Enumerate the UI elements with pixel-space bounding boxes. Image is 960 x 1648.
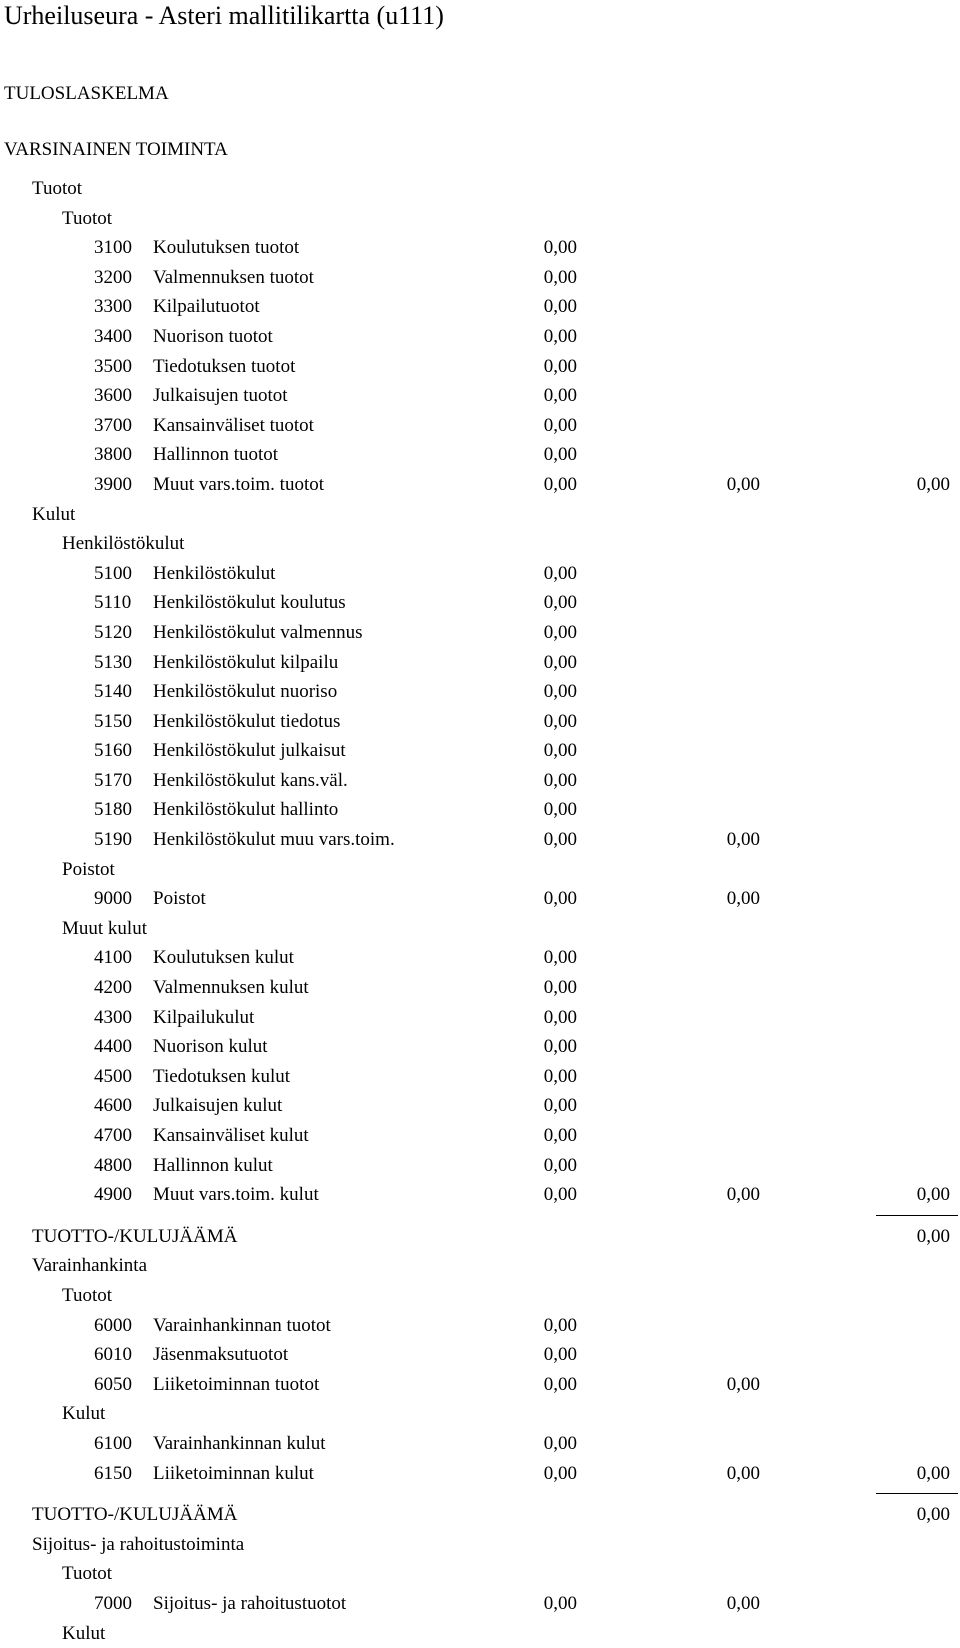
account-amount: 0,00 bbox=[544, 1062, 577, 1092]
account-name: Valmennuksen tuotot bbox=[153, 263, 314, 293]
account-code: 6010 bbox=[94, 1340, 132, 1370]
account-amount: 0,00 bbox=[544, 943, 577, 973]
account-row bbox=[0, 1459, 960, 1489]
account-row bbox=[0, 292, 960, 322]
account-name: Liiketoiminnan tuotot bbox=[153, 1370, 319, 1400]
section-spacer bbox=[0, 1210, 960, 1222]
account-amount: 0,00 bbox=[544, 440, 577, 470]
group-heading: Tuotot bbox=[32, 174, 82, 204]
account-row bbox=[0, 648, 960, 678]
account-amount: 0,00 bbox=[544, 381, 577, 411]
subgroup-heading: Muut kulut bbox=[62, 914, 147, 944]
account-row bbox=[0, 943, 960, 973]
account-name: Henkilöstökulut koulutus bbox=[153, 588, 346, 618]
account-code: 5140 bbox=[94, 677, 132, 707]
account-name: Henkilöstökulut tiedotus bbox=[153, 707, 340, 737]
subgroup-heading: Kulut bbox=[62, 1619, 105, 1648]
account-code: 4800 bbox=[94, 1151, 132, 1181]
account-code: 9000 bbox=[94, 884, 132, 914]
group-heading: Sijoitus- ja rahoitustoiminta bbox=[32, 1530, 244, 1560]
account-row bbox=[0, 381, 960, 411]
account-code: 5150 bbox=[94, 707, 132, 737]
group-heading-row bbox=[0, 1222, 960, 1252]
account-code: 7000 bbox=[94, 1589, 132, 1619]
report-heading: TULOSLASKELMA bbox=[4, 82, 169, 106]
subgroup-heading-row bbox=[0, 1559, 960, 1589]
account-code: 4300 bbox=[94, 1003, 132, 1033]
subgroup-heading-row bbox=[0, 855, 960, 885]
account-row bbox=[0, 352, 960, 382]
subtotal-amount: 0,00 bbox=[727, 1589, 760, 1619]
subgroup-heading: Tuotot bbox=[62, 204, 112, 234]
account-row bbox=[0, 736, 960, 766]
account-row bbox=[0, 1151, 960, 1181]
group-heading: TUOTTO-/KULUJÄÄMÄ bbox=[32, 1222, 237, 1252]
group-heading: TUOTTO-/KULUJÄÄMÄ bbox=[32, 1500, 237, 1530]
account-name: Henkilöstökulut kans.väl. bbox=[153, 766, 348, 796]
subgroup-heading-row bbox=[0, 529, 960, 559]
account-code: 4500 bbox=[94, 1062, 132, 1092]
account-row bbox=[0, 825, 960, 855]
account-row bbox=[0, 1340, 960, 1370]
report-title: Urheiluseura - Asteri mallitilikartta (u111) bbox=[4, 0, 444, 32]
account-amount: 0,00 bbox=[544, 1180, 577, 1210]
account-amount: 0,00 bbox=[544, 559, 577, 589]
account-code: 5160 bbox=[94, 736, 132, 766]
total-amount: 0,00 bbox=[917, 1500, 950, 1530]
subgroup-heading: Tuotot bbox=[62, 1281, 112, 1311]
account-name: Koulutuksen tuotot bbox=[153, 233, 299, 263]
account-amount: 0,00 bbox=[544, 1311, 577, 1341]
subtotal-amount: 0,00 bbox=[727, 825, 760, 855]
account-row bbox=[0, 1589, 960, 1619]
account-code: 6000 bbox=[94, 1311, 132, 1341]
account-name: Varainhankinnan tuotot bbox=[153, 1311, 331, 1341]
account-code: 5110 bbox=[94, 588, 131, 618]
account-amount: 0,00 bbox=[544, 707, 577, 737]
account-amount: 0,00 bbox=[544, 1003, 577, 1033]
account-row bbox=[0, 618, 960, 648]
account-row bbox=[0, 559, 960, 589]
account-row bbox=[0, 884, 960, 914]
account-name: Tiedotuksen kulut bbox=[153, 1062, 290, 1092]
account-row bbox=[0, 411, 960, 441]
account-row bbox=[0, 1091, 960, 1121]
account-amount: 0,00 bbox=[544, 322, 577, 352]
account-name: Henkilöstökulut hallinto bbox=[153, 795, 338, 825]
total-amount: 0,00 bbox=[917, 1459, 950, 1489]
account-name: Varainhankinnan kulut bbox=[153, 1429, 326, 1459]
account-code: 3400 bbox=[94, 322, 132, 352]
subtotal-amount: 0,00 bbox=[727, 884, 760, 914]
account-row bbox=[0, 1180, 960, 1210]
group-heading: Kulut bbox=[32, 500, 75, 530]
subgroup-heading-row bbox=[0, 1281, 960, 1311]
account-amount: 0,00 bbox=[544, 677, 577, 707]
account-code: 4900 bbox=[94, 1180, 132, 1210]
account-row bbox=[0, 322, 960, 352]
account-row bbox=[0, 1121, 960, 1151]
group-heading-row bbox=[0, 1530, 960, 1560]
account-name: Hallinnon kulut bbox=[153, 1151, 273, 1181]
account-row bbox=[0, 707, 960, 737]
subtotal-amount: 0,00 bbox=[727, 1180, 760, 1210]
account-name: Kilpailukulut bbox=[153, 1003, 254, 1033]
account-code: 6100 bbox=[94, 1429, 132, 1459]
account-name: Liiketoiminnan kulut bbox=[153, 1459, 314, 1489]
account-code: 3600 bbox=[94, 381, 132, 411]
account-amount: 0,00 bbox=[544, 233, 577, 263]
account-amount: 0,00 bbox=[544, 1032, 577, 1062]
account-row bbox=[0, 470, 960, 500]
account-code: 6050 bbox=[94, 1370, 132, 1400]
account-name: Tiedotuksen tuotot bbox=[153, 352, 295, 382]
account-code: 3500 bbox=[94, 352, 132, 382]
account-code: 5120 bbox=[94, 618, 132, 648]
group-heading-row bbox=[0, 174, 960, 204]
subgroup-heading-row bbox=[0, 204, 960, 234]
account-amount: 0,00 bbox=[544, 973, 577, 1003]
account-amount: 0,00 bbox=[544, 795, 577, 825]
account-name: Kansainväliset kulut bbox=[153, 1121, 309, 1151]
total-amount: 0,00 bbox=[917, 1180, 950, 1210]
subtotal-amount: 0,00 bbox=[727, 470, 760, 500]
account-amount: 0,00 bbox=[544, 1459, 577, 1489]
account-name: Hallinnon tuotot bbox=[153, 440, 278, 470]
account-name: Kilpailutuotot bbox=[153, 292, 260, 322]
account-name: Jäsenmaksutuotot bbox=[153, 1340, 288, 1370]
account-row bbox=[0, 1032, 960, 1062]
group-heading-row bbox=[0, 500, 960, 530]
subgroup-heading: Kulut bbox=[62, 1399, 105, 1429]
account-name: Muut vars.toim. kulut bbox=[153, 1180, 319, 1210]
account-amount: 0,00 bbox=[544, 1589, 577, 1619]
account-code: 5100 bbox=[94, 559, 132, 589]
account-code: 5190 bbox=[94, 825, 132, 855]
account-row bbox=[0, 588, 960, 618]
total-underline bbox=[876, 1493, 958, 1494]
account-row bbox=[0, 263, 960, 293]
account-name: Poistot bbox=[153, 884, 206, 914]
account-amount: 0,00 bbox=[544, 1121, 577, 1151]
account-name: Henkilöstökulut nuoriso bbox=[153, 677, 337, 707]
account-amount: 0,00 bbox=[544, 736, 577, 766]
account-amount: 0,00 bbox=[544, 766, 577, 796]
subgroup-heading-row bbox=[0, 1399, 960, 1429]
account-name: Sijoitus- ja rahoitustuotot bbox=[153, 1589, 346, 1619]
account-amount: 0,00 bbox=[544, 411, 577, 441]
account-amount: 0,00 bbox=[544, 1151, 577, 1181]
account-row bbox=[0, 1429, 960, 1459]
account-name: Valmennuksen kulut bbox=[153, 973, 309, 1003]
account-amount: 0,00 bbox=[544, 1429, 577, 1459]
group-heading-row bbox=[0, 1251, 960, 1281]
account-row bbox=[0, 1311, 960, 1341]
account-row bbox=[0, 233, 960, 263]
account-code: 4700 bbox=[94, 1121, 132, 1151]
account-name: Koulutuksen kulut bbox=[153, 943, 294, 973]
account-row bbox=[0, 973, 960, 1003]
subtotal-amount: 0,00 bbox=[727, 1370, 760, 1400]
account-code: 4200 bbox=[94, 973, 132, 1003]
total-underline bbox=[876, 1215, 958, 1216]
account-row bbox=[0, 677, 960, 707]
section-spacer bbox=[0, 1488, 960, 1500]
account-name: Nuorison tuotot bbox=[153, 322, 273, 352]
account-code: 3700 bbox=[94, 411, 132, 441]
account-amount: 0,00 bbox=[544, 1340, 577, 1370]
account-row bbox=[0, 1062, 960, 1092]
account-amount: 0,00 bbox=[544, 1370, 577, 1400]
account-name: Henkilöstökulut valmennus bbox=[153, 618, 363, 648]
total-amount: 0,00 bbox=[917, 1222, 950, 1252]
account-name: Nuorison kulut bbox=[153, 1032, 268, 1062]
subgroup-heading: Poistot bbox=[62, 855, 115, 885]
account-amount: 0,00 bbox=[544, 648, 577, 678]
account-amount: 0,00 bbox=[544, 884, 577, 914]
account-amount: 0,00 bbox=[544, 470, 577, 500]
account-name: Julkaisujen tuotot bbox=[153, 381, 288, 411]
subtotal-amount: 0,00 bbox=[727, 1459, 760, 1489]
subgroup-heading-row bbox=[0, 914, 960, 944]
subgroup-heading: Tuotot bbox=[62, 1559, 112, 1589]
account-code: 5180 bbox=[94, 795, 132, 825]
account-row bbox=[0, 766, 960, 796]
account-amount: 0,00 bbox=[544, 618, 577, 648]
account-name: Henkilöstökulut muu vars.toim. bbox=[153, 825, 395, 855]
account-name: Julkaisujen kulut bbox=[153, 1091, 282, 1121]
account-code: 4100 bbox=[94, 943, 132, 973]
account-amount: 0,00 bbox=[544, 1091, 577, 1121]
account-code: 5170 bbox=[94, 766, 132, 796]
account-amount: 0,00 bbox=[544, 263, 577, 293]
account-name: Henkilöstökulut julkaisut bbox=[153, 736, 346, 766]
account-amount: 0,00 bbox=[544, 825, 577, 855]
account-row bbox=[0, 1370, 960, 1400]
account-code: 5130 bbox=[94, 648, 132, 678]
account-amount: 0,00 bbox=[544, 292, 577, 322]
account-code: 4400 bbox=[94, 1032, 132, 1062]
account-row bbox=[0, 795, 960, 825]
account-code: 4600 bbox=[94, 1091, 132, 1121]
account-code: 3200 bbox=[94, 263, 132, 293]
account-name: Muut vars.toim. tuotot bbox=[153, 470, 324, 500]
section-heading-varsinainen-toiminta: VARSINAINEN TOIMINTA bbox=[4, 138, 228, 162]
account-code: 3800 bbox=[94, 440, 132, 470]
account-code: 3300 bbox=[94, 292, 132, 322]
account-row bbox=[0, 440, 960, 470]
income-statement-rows bbox=[0, 174, 960, 1648]
account-row bbox=[0, 1003, 960, 1033]
subgroup-heading: Henkilöstökulut bbox=[62, 529, 184, 559]
group-heading-row bbox=[0, 1500, 960, 1530]
group-heading: Varainhankinta bbox=[32, 1251, 147, 1281]
account-amount: 0,00 bbox=[544, 588, 577, 618]
total-amount: 0,00 bbox=[917, 470, 950, 500]
account-code: 3100 bbox=[94, 233, 132, 263]
account-name: Kansainväliset tuotot bbox=[153, 411, 314, 441]
account-code: 3900 bbox=[94, 470, 132, 500]
account-name: Henkilöstökulut bbox=[153, 559, 275, 589]
account-code: 6150 bbox=[94, 1459, 132, 1489]
account-name: Henkilöstökulut kilpailu bbox=[153, 648, 338, 678]
account-amount: 0,00 bbox=[544, 352, 577, 382]
